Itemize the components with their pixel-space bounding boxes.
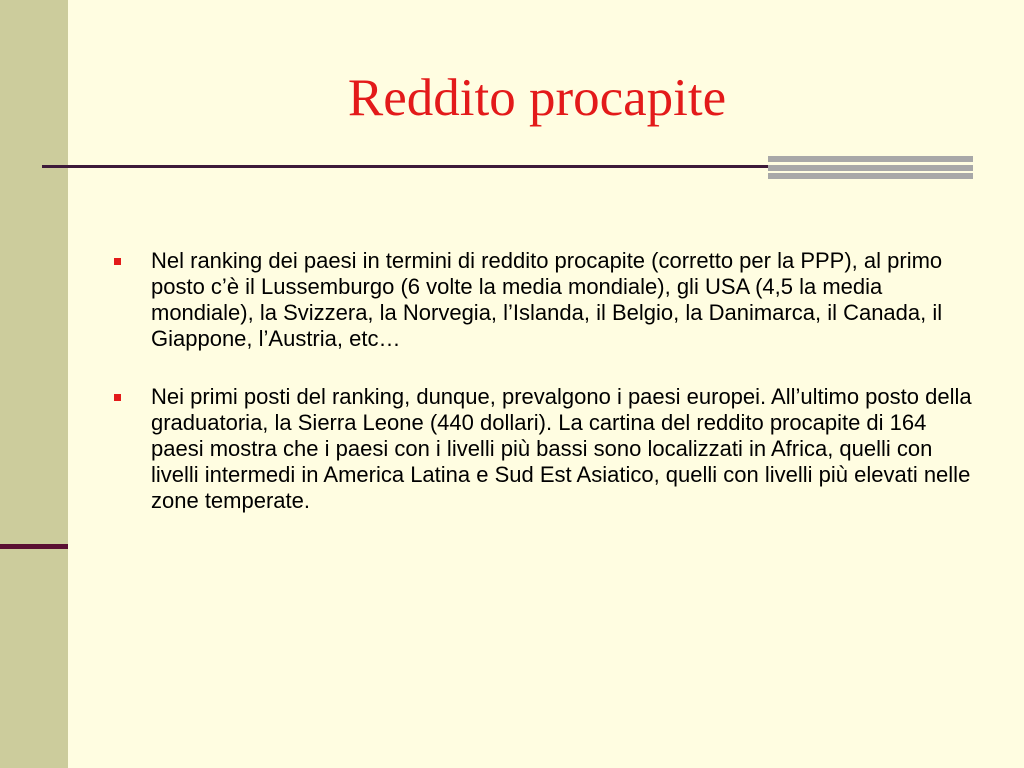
bullet-list: [112, 248, 972, 546]
gray-bar: [768, 173, 973, 179]
gray-bar: [768, 156, 973, 162]
bullet-item: [112, 248, 972, 352]
bullet-text: Nel ranking dei paesi in termini di reddito procapite (corretto per la PPP), al primo posto c’è il Lussemburgo (6 volte la media mondiale), gli USA (4,5 la media mondiale), la Svizzera, la Norvegia, l’Islanda, il Belgio, la Danimarca, il Canada, il Giappone, l’Austria, etc…: [151, 248, 943, 351]
square-bullet-icon: [114, 258, 121, 265]
gray-bar: [768, 165, 973, 171]
decorative-gray-bars: [768, 156, 973, 179]
left-accent-line: [0, 544, 68, 549]
bullet-item: [112, 384, 972, 514]
bullet-text: Nei primi posti del ranking, dunque, prevalgono i paesi europei. All’ultimo posto della graduatoria, la Sierra Leone (440 dollari). La cartina del reddito procapite di 164 paesi mostra che i paesi con i livelli più bassi sono localizzati in Africa, quelli con livelli intermedi in America Latina e Sud Est Asiatico, quelli con livelli più elevati nelle zone temperate.: [151, 384, 972, 513]
square-bullet-icon: [114, 394, 121, 401]
left-decorative-band: [0, 0, 68, 768]
slide-title: Reddito procapite: [347, 69, 727, 127]
